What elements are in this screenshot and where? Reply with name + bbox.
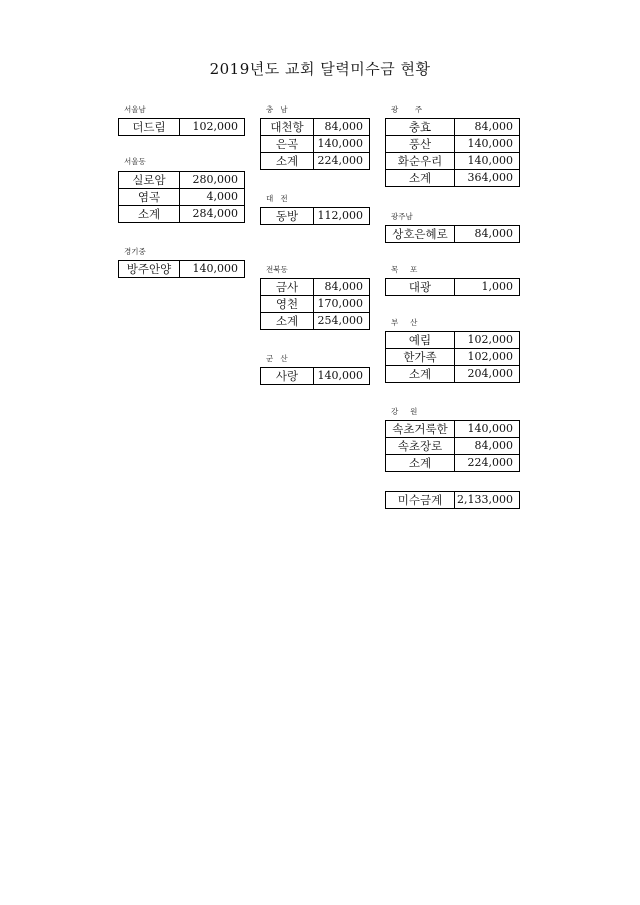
church-amount: 84,000 (314, 279, 370, 296)
table-row (261, 296, 370, 313)
table-busan (385, 331, 520, 383)
table-row (261, 119, 370, 136)
church-amount: 280,000 (180, 172, 245, 189)
table-row (386, 170, 520, 187)
church-name: 사랑 (261, 368, 314, 385)
church-amount: 140,000 (455, 421, 520, 438)
table-jeonbuk-east (260, 278, 370, 330)
church-amount: 140,000 (180, 261, 245, 278)
church-amount: 84,000 (455, 226, 520, 243)
table-chungnam (260, 118, 370, 170)
table-row (119, 261, 245, 278)
church-amount: 1,000 (455, 279, 520, 296)
church-name: 한가족 (386, 349, 455, 366)
table-gwangju (385, 118, 520, 187)
subtotal-amount: 224,000 (314, 153, 370, 170)
table-seoul-east (118, 171, 245, 223)
church-name: 예림 (386, 332, 455, 349)
church-name: 더드림 (119, 119, 180, 136)
table-row (261, 153, 370, 170)
table-row (386, 136, 520, 153)
table-row (386, 279, 520, 296)
church-amount: 102,000 (455, 349, 520, 366)
church-name: 염곡 (119, 189, 180, 206)
region-label-chungnam: 충 남 (266, 105, 288, 114)
table-seoul-south (118, 118, 245, 136)
church-amount: 102,000 (455, 332, 520, 349)
subtotal-label: 소계 (119, 206, 180, 223)
church-name: 대광 (386, 279, 455, 296)
table-gyeonggi-central (118, 260, 245, 278)
region-label-gyeonggi-central: 경기중 (124, 247, 146, 256)
table-row (386, 366, 520, 383)
church-amount: 84,000 (314, 119, 370, 136)
region-label-gangwon: 강 원 (391, 407, 418, 416)
region-label-mokpo: 목 포 (391, 265, 418, 274)
table-row (386, 332, 520, 349)
table-row (119, 119, 245, 136)
church-amount: 170,000 (314, 296, 370, 313)
church-amount: 102,000 (180, 119, 245, 136)
grand-total-amount: 2,133,000 (455, 492, 520, 509)
table-row (386, 421, 520, 438)
subtotal-label: 소계 (386, 455, 455, 472)
region-label-busan: 부 산 (391, 318, 418, 327)
church-name: 충효 (386, 119, 455, 136)
church-name: 화순우리 (386, 153, 455, 170)
table-grand-total (385, 491, 520, 509)
church-amount: 4,000 (180, 189, 245, 206)
church-name: 영천 (261, 296, 314, 313)
church-name: 금사 (261, 279, 314, 296)
church-name: 실로암 (119, 172, 180, 189)
table-gangwon (385, 420, 520, 472)
subtotal-label: 소계 (386, 366, 455, 383)
table-row (386, 226, 520, 243)
region-label-gunsan: 군 산 (266, 354, 288, 363)
church-amount: 84,000 (455, 438, 520, 455)
church-amount: 140,000 (314, 136, 370, 153)
church-name: 은곡 (261, 136, 314, 153)
table-row (119, 189, 245, 206)
subtotal-amount: 254,000 (314, 313, 370, 330)
region-label-gwangju: 광 주 (391, 105, 423, 114)
subtotal-label: 소계 (261, 313, 314, 330)
church-amount: 84,000 (455, 119, 520, 136)
page-title: 2019년도 교회 달력미수금 현황 (209, 60, 431, 78)
church-amount: 140,000 (455, 136, 520, 153)
table-row (119, 206, 245, 223)
table-row (261, 279, 370, 296)
subtotal-label: 소계 (261, 153, 314, 170)
church-amount: 112,000 (314, 208, 370, 225)
table-row (386, 153, 520, 170)
table-row (261, 313, 370, 330)
table-row (119, 172, 245, 189)
table-gunsan (260, 367, 370, 385)
table-row (386, 492, 520, 509)
table-row (386, 119, 520, 136)
table-row (261, 368, 370, 385)
subtotal-amount: 204,000 (455, 366, 520, 383)
table-row (386, 349, 520, 366)
church-name: 대천항 (261, 119, 314, 136)
church-amount: 140,000 (455, 153, 520, 170)
church-name: 속초거룩한 (386, 421, 455, 438)
subtotal-amount: 224,000 (455, 455, 520, 472)
table-row (261, 136, 370, 153)
region-label-jeonbuk-east: 전북동 (266, 265, 288, 274)
table-daejeon (260, 207, 370, 225)
church-name: 동방 (261, 208, 314, 225)
subtotal-label: 소계 (386, 170, 455, 187)
church-name: 속초장로 (386, 438, 455, 455)
table-gwangju-south (385, 225, 520, 243)
subtotal-amount: 364,000 (455, 170, 520, 187)
region-label-seoul-east: 서울동 (124, 157, 146, 166)
church-amount: 140,000 (314, 368, 370, 385)
church-name: 상호은혜로 (386, 226, 455, 243)
church-name: 방주안양 (119, 261, 180, 278)
subtotal-amount: 284,000 (180, 206, 245, 223)
church-name: 풍산 (386, 136, 455, 153)
grand-total-label: 미수금계 (386, 492, 455, 509)
region-label-seoul-south: 서울남 (124, 105, 146, 114)
table-row (386, 455, 520, 472)
table-row (386, 438, 520, 455)
region-label-daejeon: 대 전 (266, 194, 288, 203)
table-row (261, 208, 370, 225)
table-mokpo (385, 278, 520, 296)
region-label-gwangju-south: 광주남 (391, 212, 413, 221)
